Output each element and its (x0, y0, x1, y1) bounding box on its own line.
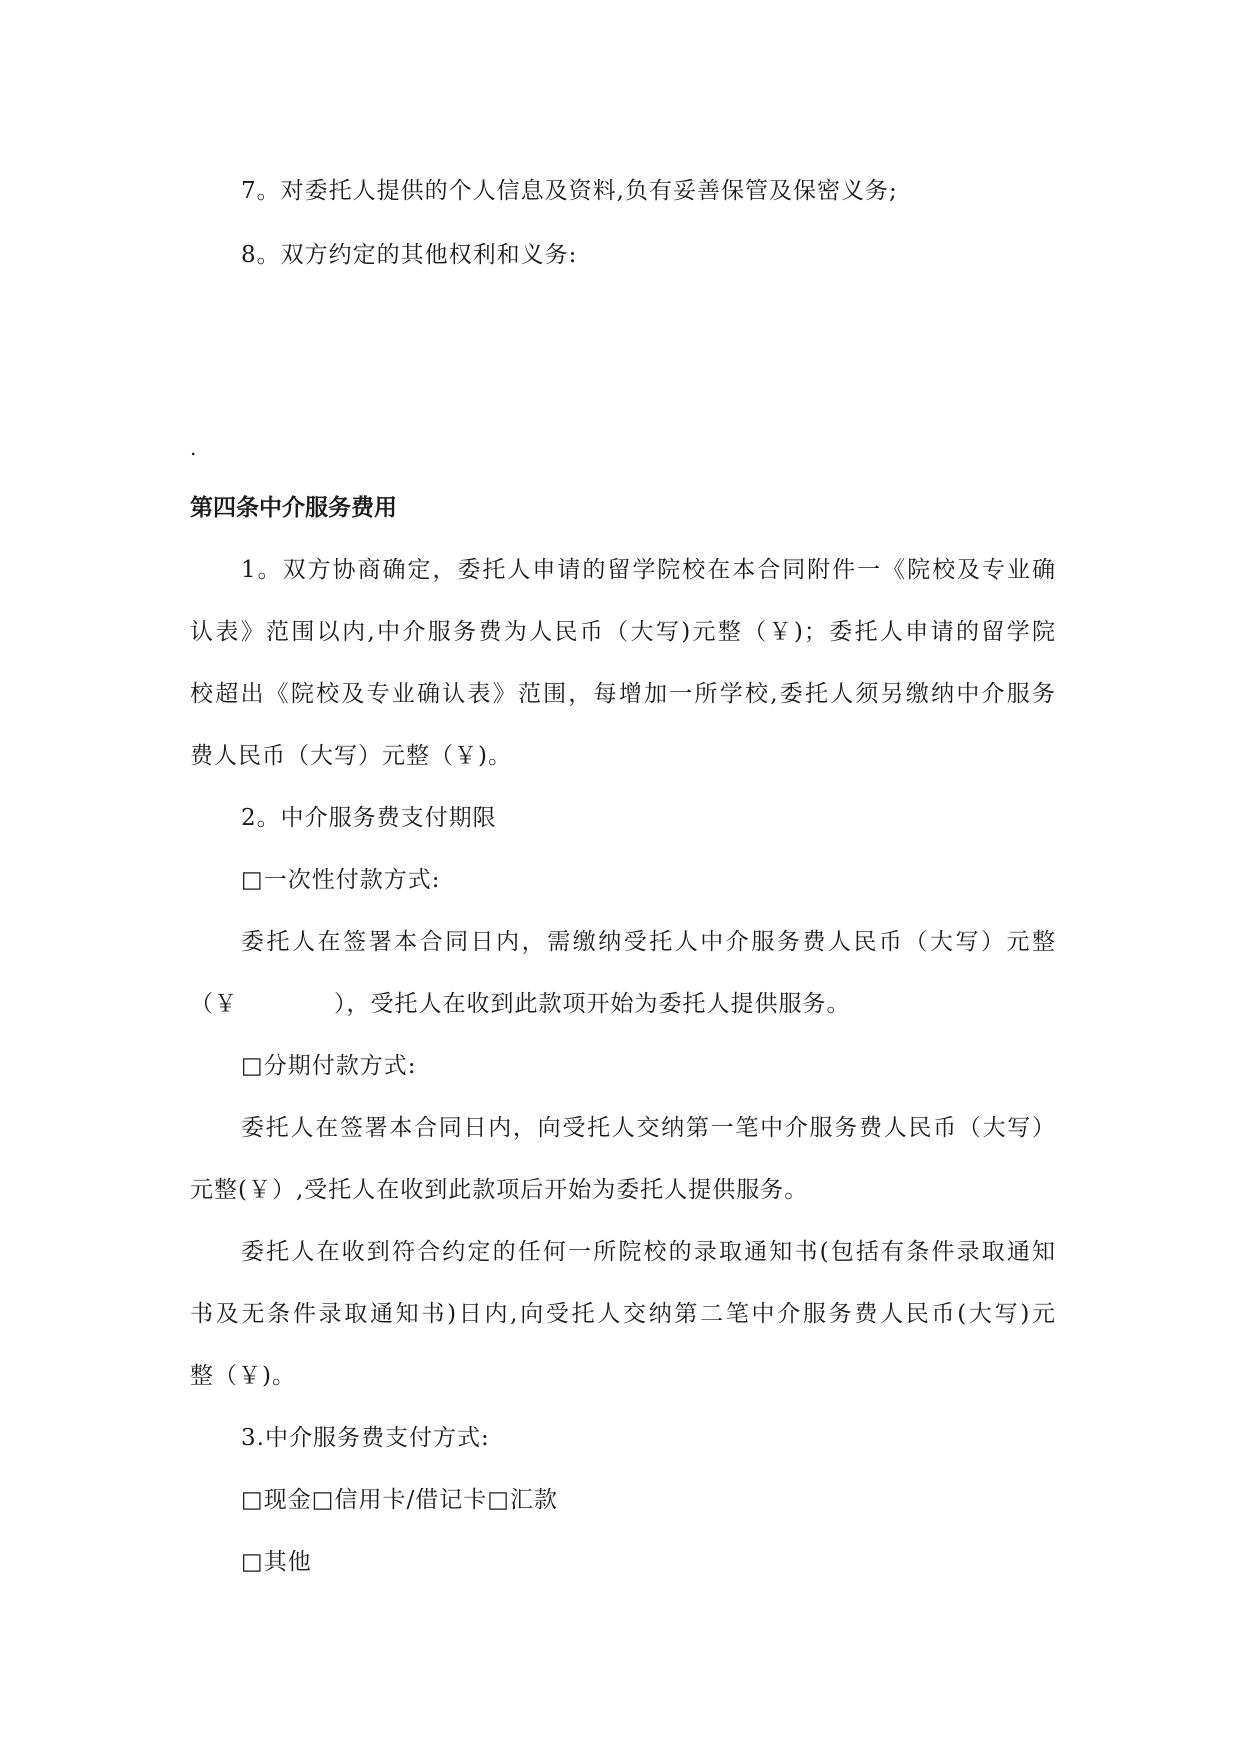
installment-text-1-line-2: 元整(￥）,受托人在收到此款项后开始为委托人提供服务。 (190, 1177, 809, 1203)
installment-text-2-line-1: 委托人在收到符合约定的任何一所院校的录取通知书(包括有条件录取通知 (241, 1239, 1056, 1265)
clause-item-7: 7。对委托人提供的个人信息及资料,负有妥善保管及保密义务; (241, 178, 898, 204)
option-lump-sum: □一次性付款方式: (241, 867, 441, 893)
payment-method-title: 3.中介服务费支付方式: (241, 1425, 490, 1451)
paragraph-1-line-3: 校超出《院校及专业确认表》范围，每增加一所学校,委托人须另缴纳中介服务 (190, 681, 1056, 707)
installment-text-1-line-1: 委托人在签署本合同日内，向受托人交纳第一笔中介服务费人民币（大写） (241, 1115, 1056, 1141)
payment-method-options: □现金□信用卡/借记卡□汇款 (241, 1487, 558, 1513)
paragraph-1-line-1: 1。双方协商确定，委托人申请的留学院校在本合同附件一《院校及专业确 (241, 557, 1056, 583)
paragraph-1-line-4: 费人民币（大写）元整（￥)。 (190, 743, 512, 769)
clause-item-8: 8。双方约定的其他权利和义务: (241, 242, 578, 268)
lump-sum-text-line-2: （￥ ），受托人在收到此款项开始为委托人提供服务。 (190, 991, 851, 1017)
payment-method-other: □其他 (241, 1549, 312, 1575)
payment-term-title: 2。中介服务费支付期限 (241, 805, 497, 831)
installment-text-2-line-3: 整（￥)。 (190, 1363, 296, 1389)
lump-sum-text-line-1: 委托人在签署本合同日内，需缴纳受托人中介服务费人民币（大写）元整 (241, 929, 1056, 955)
installment-text-2-line-2: 书及无条件录取通知书)日内,向受托人交纳第二笔中介服务费人民币(大写)元 (190, 1301, 1056, 1327)
paragraph-1-line-2: 认表》范围以内,中介服务费为人民币（大写)元整（￥)；委托人申请的留学院 (190, 619, 1056, 645)
separator-dot: . (190, 436, 197, 460)
section-heading: 第四条中介服务费用 (190, 495, 397, 521)
option-installment: □分期付款方式: (241, 1053, 417, 1079)
